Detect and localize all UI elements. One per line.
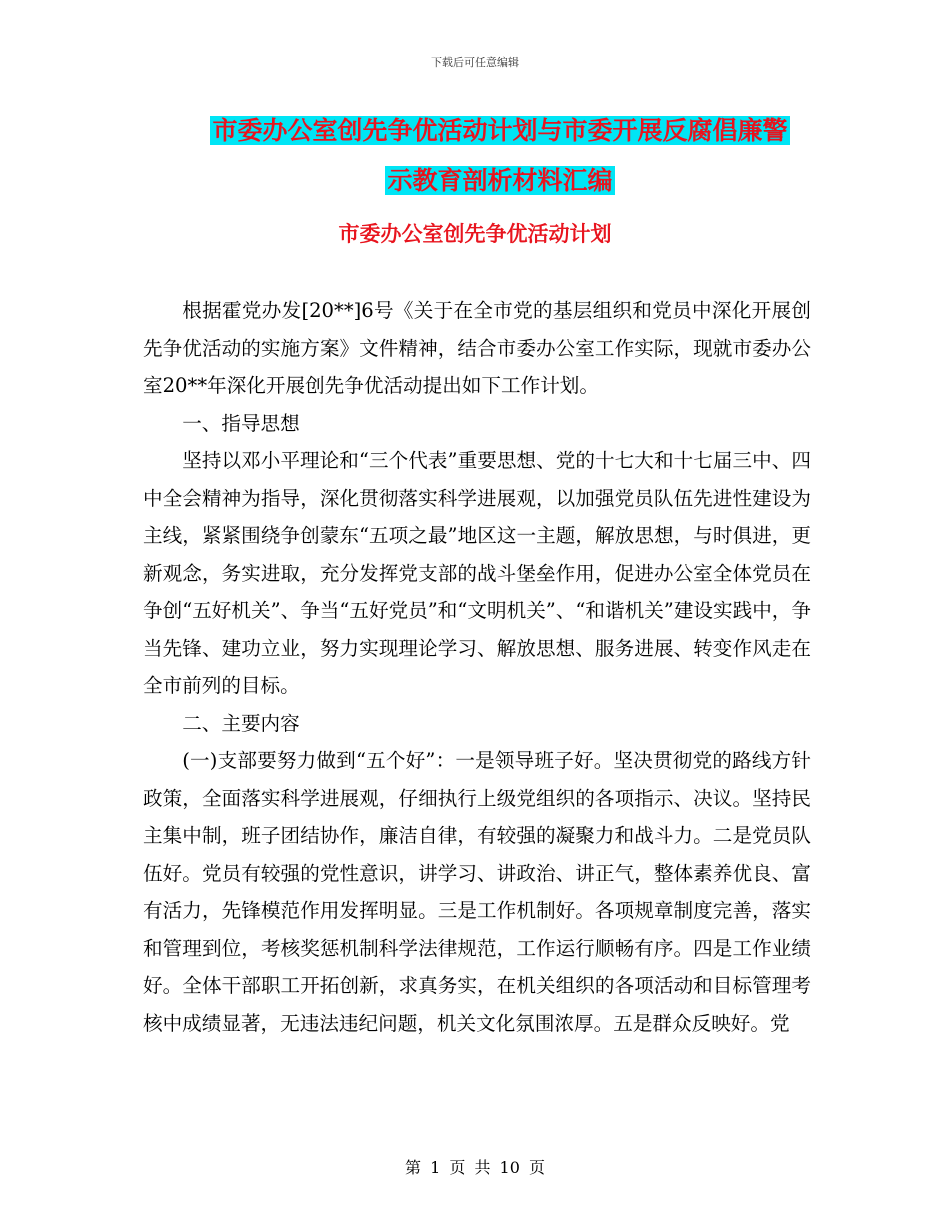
document-title-line-1: 市委办公室创先争优活动计划与市委开展反腐倡廉警: [212, 116, 788, 145]
section-title: 市委办公室创先争优活动计划: [338, 221, 612, 246]
document-title: [150, 106, 850, 206]
page-footer: 第 1 页 共 10 页: [405, 1158, 545, 1177]
header-note: 下载后可任意编辑: [431, 56, 519, 69]
paragraph-intro: 根据霍党办发[20**]6号《关于在全市党的基层组织和党员中深化开展创先争优活动的实施方案》文件精神，结合市委办公室工作实际，现就市委办公室20**年深化开展创先争优活动提出如下工作计划。: [143, 299, 811, 397]
body-text: [143, 292, 811, 1042]
heading-main-content: 二、主要内容: [182, 711, 300, 735]
heading-guiding-ideology: 一、指导思想: [182, 411, 300, 435]
paragraph-guiding-ideology: 坚持以邓小平理论和“三个代表”重要思想、党的十七大和十七届三中、四中全会精神为指导，深化贯彻落实科学进展观，以加强党员队伍先进性建设为主线，紧紧围绕争创蒙东“五项之最”地区这一主题，解放思想，与时俱进，更新观念，务实进取，充分发挥党支部的战斗堡垒作用，促进办公室全体党员在争创“五好机关”、争当“五好党员”和“文明机关”、“和谐机关”建设实践中，争当先锋、建功立业，努力实现理论学习、解放思想、服务进展、转变作风走在全市前列的目标。: [143, 449, 811, 697]
paragraph-five-goods: (一)支部要努力做到“五个好”：一是领导班子好。坚决贯彻党的路线方针政策，全面落实科学进展观，仔细执行上级党组织的各项指示、决议。坚持民主集中制，班子团结协作，廉洁自律，有较强的凝聚力和战斗力。二是党员队伍好。党员有较强的党性意识，讲学习、讲政治、讲正气，整体素养优良、富有活力，先锋模范作用发挥明显。三是工作机制好。各项规章制度完善，落实和管理到位，考核奖惩机制科学法律规范，工作运行顺畅有序。四是工作业绩好。全体干部职工开拓创新，求真务实，在机关组织的各项活动和目标管理考核中成绩显著，无违法违纪问题，机关文化氛围浓厚。五是群众反映好。党: [143, 749, 811, 1035]
document-title-line-2: 示教育剖析材料汇编: [387, 166, 613, 195]
